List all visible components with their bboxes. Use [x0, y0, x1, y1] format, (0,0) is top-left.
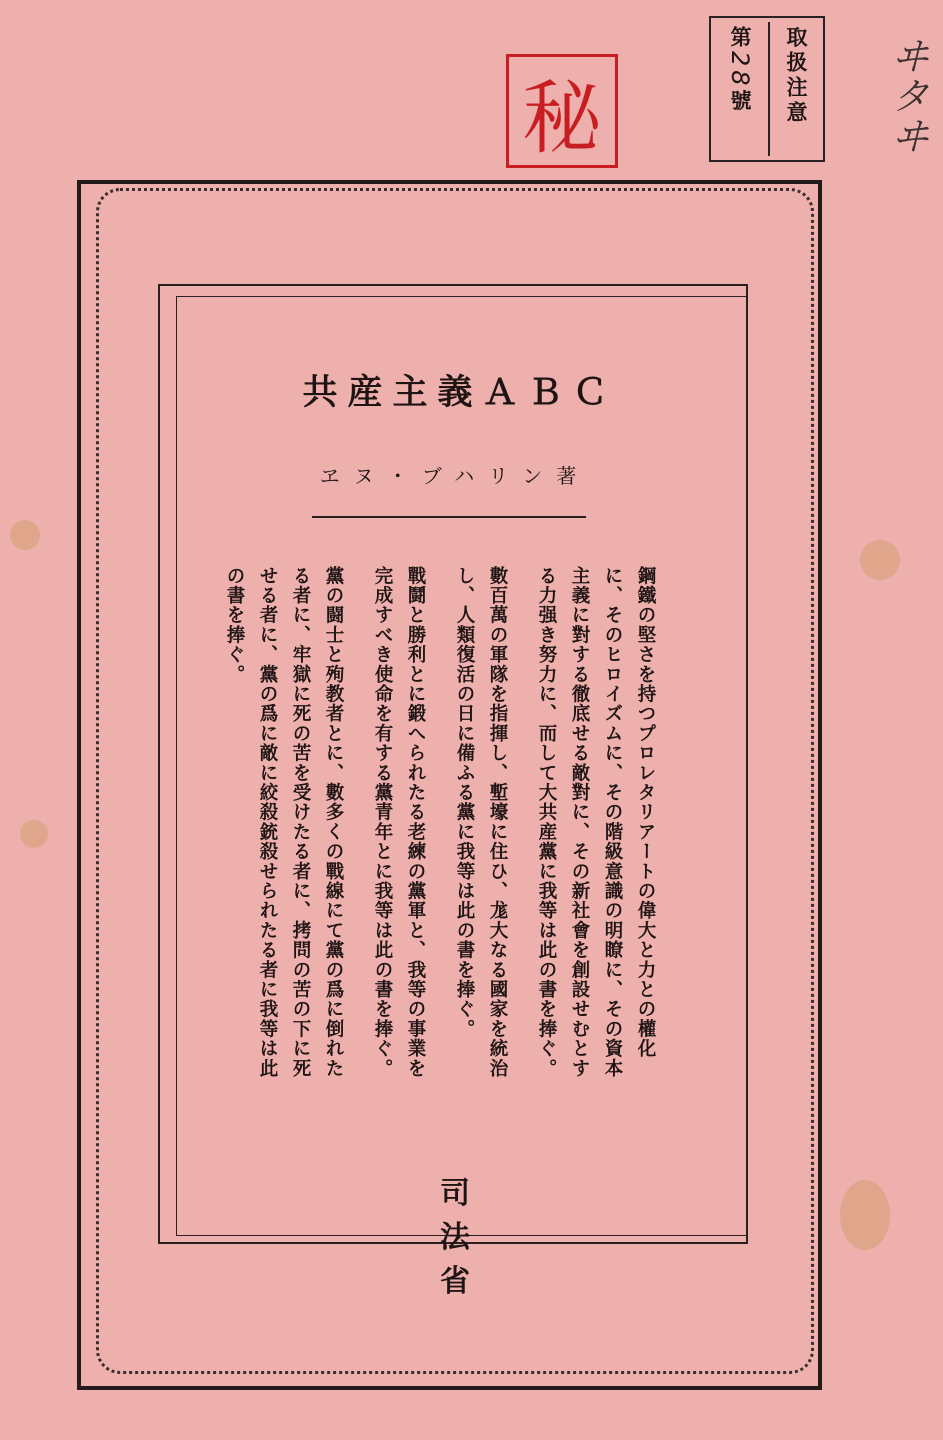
dedication-text	[224, 566, 662, 1086]
handwritten-note: ヰタヰ	[885, 36, 929, 156]
title-rule	[312, 516, 586, 518]
paper-stain	[840, 1180, 890, 1250]
number-prefix: 第	[728, 26, 752, 51]
dedication-paragraph: 鋼鐵の堅さを持つプロレタリアートの偉大と力との權化に、そのヒロイズムに、その階級意識の明瞭に、その資本主義に對する徹底せる敵對に、その新社會を創設せむとする力强き努力に、而して大共産黨に我等は此の書を捧ぐ。	[536, 566, 656, 1079]
paper-stain	[10, 520, 40, 550]
publisher: 司法省	[440, 1176, 536, 1299]
dedication-paragraph: 戰鬪と勝利とに鍛へられたる老練の黨軍と、我等の事業を完成すべき使命を有する黨青年とに我等は此の書を捧ぐ。	[372, 566, 426, 1079]
number-value: 28	[726, 51, 754, 90]
handling-caution-label: 取扱注意	[784, 26, 808, 126]
dedication-paragraph: 黨の闘士と殉教者とに、數多くの戰線にて黨の爲に倒れたる者に、牢獄に死の苦を受けたる者に、拷問の苦の下に死せる者に、黨の爲に敵に絞殺銃殺せられたる者に我等は此の書を捧ぐ。	[224, 566, 344, 1079]
book-title: 共産主義ＡＢＣ	[302, 372, 618, 413]
confidential-seal	[506, 54, 618, 168]
box-divider	[768, 22, 770, 156]
paper-stain	[860, 540, 900, 580]
dedication-paragraph: 數百萬の軍隊を指揮し、塹壕に住ひ、尨大なる國家を統治し、人類復活の日に備ふる黨に我等は此の書を捧ぐ。	[454, 566, 508, 1079]
paper-stain	[20, 820, 48, 848]
author-line: ヱヌ・ブハリン著	[319, 464, 591, 488]
seal-character: 秘	[522, 71, 602, 165]
handling-caution-box	[709, 16, 825, 162]
number-suffix: 號	[728, 89, 752, 115]
document-number	[725, 26, 755, 115]
